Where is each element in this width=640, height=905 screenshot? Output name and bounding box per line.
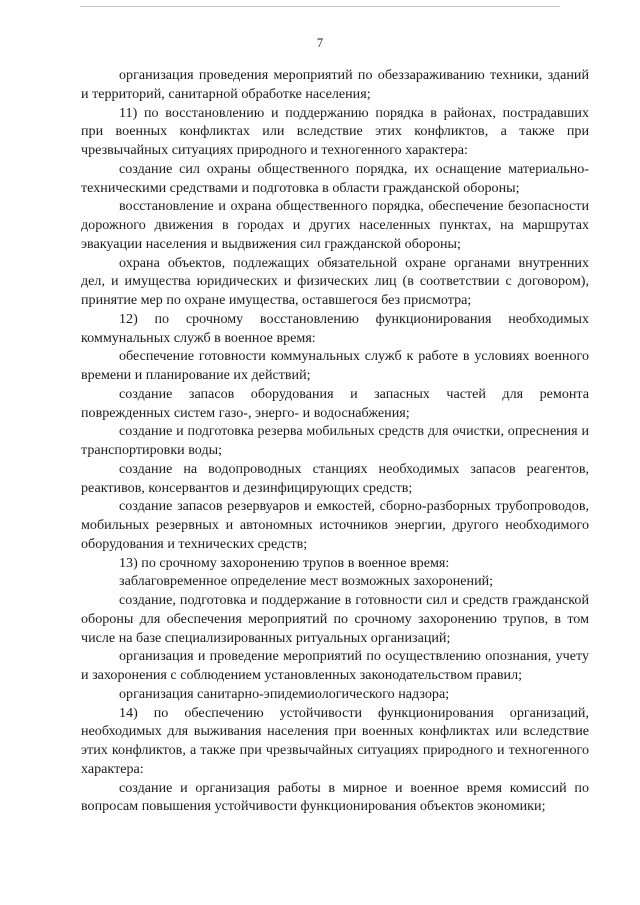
paragraph-burial-forces: создание, подготовка и поддержание в готовности сил и средств гражданской обороны для обеспечения мероприятий по срочному захоронению трупов, в том числе на базе специализированных ритуальных организаций; (81, 592, 589, 646)
paragraph-item-11: 11) по восстановлению и поддержанию порядка в районах, пострадавших при военных конфликтах или вследствие этих конфликтов, а также при чрезвычайных ситуациях природного и техногенного характера: (81, 104, 589, 158)
paragraph-sanitary-supervision: организация санитарно-эпидемиологического надзора; (119, 685, 450, 702)
paragraph-item-14: 14) по обеспечению устойчивости функционирования организаций, необходимых для выживания населения при военных конфликтах или вследствие этих конфликтов, а также при чрезвычайных ситуациях природного и техногенного характера: (81, 704, 589, 777)
paragraph-tanks-pipelines: создание запасов резервуаров и емкостей, сборно-разборных трубопроводов, мобильных резервных и автономных источников энергии, другого необходимого оборудования и технических средств; (81, 498, 589, 552)
paragraph-water-reserve: создание и подготовка резерва мобильных средств для очистки, опреснения и транспортировки воды; (81, 423, 589, 458)
paragraph-burial-sites: заблаговременное определение мест возможных захоронений; (119, 573, 494, 590)
document-body (81, 66, 589, 816)
paragraph-identification: организация и проведение мероприятий по осуществлению опознания, учету и захоронения с соблюдением установленных законодательством правил; (81, 648, 589, 683)
paragraph-reagents: создание на водопроводных станциях необходимых запасов реагентов, реактивов, консервантов и дезинфицирующих средств; (81, 460, 589, 496)
paragraph-guarding-objects: охрана объектов, подлежащих обязательной охране органами внутренних дел, и имущества юридических и физических лиц (в соответствии с договором), принятие мер по охране имущества, оставшегося без присмотра; (81, 254, 589, 308)
paragraph-item-12: 12) по срочному восстановлению функционирования необходимых коммунальных служб в военное время: (81, 310, 589, 346)
paragraph-commissions: создание и организация работы в мирное и военное время комиссий по вопросам повышения устойчивости функционирования объектов экономики; (81, 779, 589, 815)
paragraph-item-13: 13) по срочному захоронению трупов в военное время: (119, 554, 450, 571)
page-number: 7 (316, 36, 324, 50)
paragraph-spare-parts: создание запасов оборудования и запасных частей для ремонта поврежденных систем газо-, энерго- и водоснабжения; (81, 385, 589, 421)
paragraph-utility-readiness: обеспечение готовности коммунальных служб к работе в условиях военного времени и планирование их действий; (81, 348, 589, 383)
paragraph-disinfection: организация проведения мероприятий по обеззараживанию техники, зданий и территорий, санитарной обработке населения; (81, 67, 589, 102)
top-edge-rule (80, 6, 560, 7)
paragraph-order-restoration: восстановление и охрана общественного порядка, обеспечение безопасности дорожного движения в городах и других населенных пунктах, на маршрутах эвакуации населения и выдвижения сил гражданской обороны; (81, 198, 589, 252)
paragraph-order-forces: создание сил охраны общественного порядка, их оснащение материально-техническими средствами и подготовка в области гражданской обороны; (81, 160, 589, 196)
